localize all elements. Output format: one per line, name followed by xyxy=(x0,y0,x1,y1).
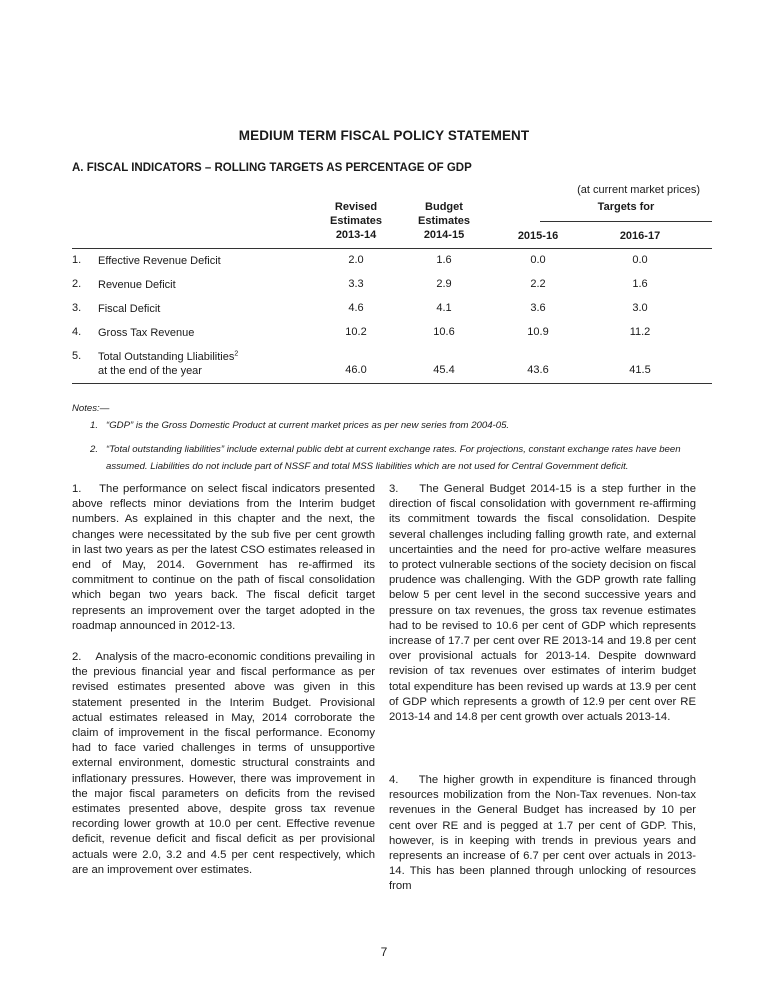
row-label: Effective Revenue Deficit xyxy=(98,255,221,267)
row-number: 4. xyxy=(72,326,82,338)
note-number: 1. xyxy=(90,420,99,431)
header-text: Estimates xyxy=(330,215,382,227)
value-be-2014-15: 2.9 xyxy=(436,278,452,290)
table-row-effective-revenue-deficit xyxy=(72,254,712,270)
page-title: MEDIUM TERM FISCAL POLICY STATEMENT xyxy=(238,128,530,143)
row-number: 5. xyxy=(72,350,82,362)
row-number: 1. xyxy=(72,254,82,266)
header-budget-estimates xyxy=(404,200,484,242)
value-2016-17: 11.2 xyxy=(629,326,651,338)
note-number: 2. xyxy=(90,444,99,455)
value-2016-17: 0.0 xyxy=(632,254,648,266)
paragraph-3: 3. The General Budget 2014-15 is a step further in the direction of fiscal consolidation with government re-affirming its commitment towards the fiscal consolidation. Despite several challenges including falling growth rate, and external uncertainties and the need for pro-active welfare measures to protect vulnerable sections of the society decision on fiscal prudence was challenging. With the GDP growth rate falling below 5 per cent level in the second successive years and pressure on tax revenues, the gross tax revenue estimates had to be revised to 10.6 per cent of GDP which represents increase of 17.7 per cent over RE 2013-14 and 19.8 per cent over provisional actuals for 2013-14. Despite downward revision of tax revenues over estimates of interim budget total expenditure has been revised up wards at 13.9 per cent of GDP which represents a growth of 12.9 per cent over RE 2013-14 and 14.8 per cent growth over actuals 2013-14. xyxy=(389,483,696,724)
header-revised-estimates xyxy=(316,200,396,242)
notes-heading: Notes:— xyxy=(72,403,110,414)
note-text: “Total outstanding liabilities” include external public debt at current exchange rates. For projections, constant exchange rates have been assumed. Liabilities do not include part of NSSF and total MSS liabilities which are not used for Central Government deficit. xyxy=(106,444,681,472)
value-re-2013-14: 4.6 xyxy=(348,302,364,314)
header-text: 2014-15 xyxy=(423,229,465,241)
row-label xyxy=(98,350,328,378)
row-label: Gross Tax Revenue xyxy=(98,327,195,339)
row-label: Revenue Deficit xyxy=(98,279,176,291)
note-text: “GDP” is the Gross Domestic Product at current market prices as per new series from 2004-05. xyxy=(106,420,510,431)
value-re-2013-14: 2.0 xyxy=(348,254,364,266)
value-be-2014-15: 45.4 xyxy=(433,364,455,376)
value-2015-16: 10.9 xyxy=(527,326,549,338)
paragraph-4: 4. The higher growth in expenditure is financed through resources mobilization from the Non-Tax revenues. Non-tax revenues in the General Budget has increased by 10 per cent over RE and is pegged at 1.7 per cent of GDP. This, however, is in keeping with trends in previous years and represents an increase of 6.7 per cent over actuals in 2013-14. This has been planned through unlocking of resources from xyxy=(389,774,696,893)
paragraph-2: 2. Analysis of the macro-economic conditions prevailing in the previous financial year and fiscal performance as per revised estimates presented above was given in this statement presented in the Interim Budget. Provisional actual estimates released in May, 2014 corroborate the claim of improvement in the fiscal performance. Economy had to face varied challenges in terms of unsupportive external environment, domestic structural constraints and inflationary pressures. However, there was improvement in the major fiscal parameters on deficits from the revised estimates presented above, despite gross tax revenue recording lower growth at 10.0 per cent. Effective revenue deficit, revenue deficit and fiscal deficit as per provisional actuals were 2.0, 3.2 and 4.5 per cent respectively, which are an improvement over estimates. xyxy=(72,651,375,876)
note-item xyxy=(90,441,702,475)
value-2016-17: 41.5 xyxy=(629,364,651,376)
value-2015-16: 2.2 xyxy=(530,278,546,290)
header-text: Revised xyxy=(334,201,378,213)
value-re-2013-14: 10.2 xyxy=(345,326,367,338)
header-year-2016-17: 2016-17 xyxy=(619,230,661,242)
table-header-rule xyxy=(72,248,712,249)
table-row-total-outstanding-liabilities xyxy=(72,350,712,382)
header-text: 2013-14 xyxy=(335,229,377,241)
table-bottom-rule xyxy=(72,383,712,384)
header-text: Estimates xyxy=(418,215,470,227)
header-text: Budget xyxy=(425,201,463,213)
table-row-revenue-deficit xyxy=(72,278,712,294)
targets-divider xyxy=(540,221,712,222)
notes-section xyxy=(72,403,712,472)
value-2015-16: 3.6 xyxy=(530,302,546,314)
value-be-2014-15: 1.6 xyxy=(436,254,452,266)
row-number: 3. xyxy=(72,302,82,314)
value-re-2013-14: 46.0 xyxy=(345,364,367,376)
value-2016-17: 3.0 xyxy=(632,302,648,314)
row-label-line1: Total Outstanding Lliabilities xyxy=(98,351,235,363)
page-number: 7 xyxy=(380,945,388,959)
row-label: Fiscal Deficit xyxy=(98,303,161,315)
paragraph-1: 1. The performance on select fiscal indicators presented above reflects minor deviations from the Interim budget numbers. As explained in this chapter and the next, the changes were necessitated by the sub five per cent growth in last two years as per the latest CSO estimates released in end of May, 2014. Government has re-affirmed its commitment to continue on the path of fiscal consolidation which began two years back. The fiscal deficit target represents an improvement over the target adopted in the roadmap announced in 2012-13. xyxy=(72,483,375,632)
unit-note: (at current market prices) xyxy=(577,184,700,196)
value-be-2014-15: 10.6 xyxy=(433,326,455,338)
row-number: 2. xyxy=(72,278,82,290)
footnote-ref: 2 xyxy=(234,350,239,358)
note-item xyxy=(90,418,702,434)
section-title: A. FISCAL INDICATORS – ROLLING TARGETS AS PERCENTAGE OF GDP xyxy=(72,162,472,174)
value-2015-16: 43.6 xyxy=(527,364,549,376)
row-label-line2: at the end of the year xyxy=(98,365,202,377)
value-re-2013-14: 3.3 xyxy=(348,278,364,290)
value-2016-17: 1.6 xyxy=(632,278,648,290)
header-targets-for: Targets for xyxy=(597,201,655,213)
value-2015-16: 0.0 xyxy=(530,254,546,266)
table-row-fiscal-deficit xyxy=(72,302,712,318)
table-row-gross-tax-revenue xyxy=(72,326,712,342)
value-be-2014-15: 4.1 xyxy=(436,302,452,314)
header-year-2015-16: 2015-16 xyxy=(517,230,559,242)
